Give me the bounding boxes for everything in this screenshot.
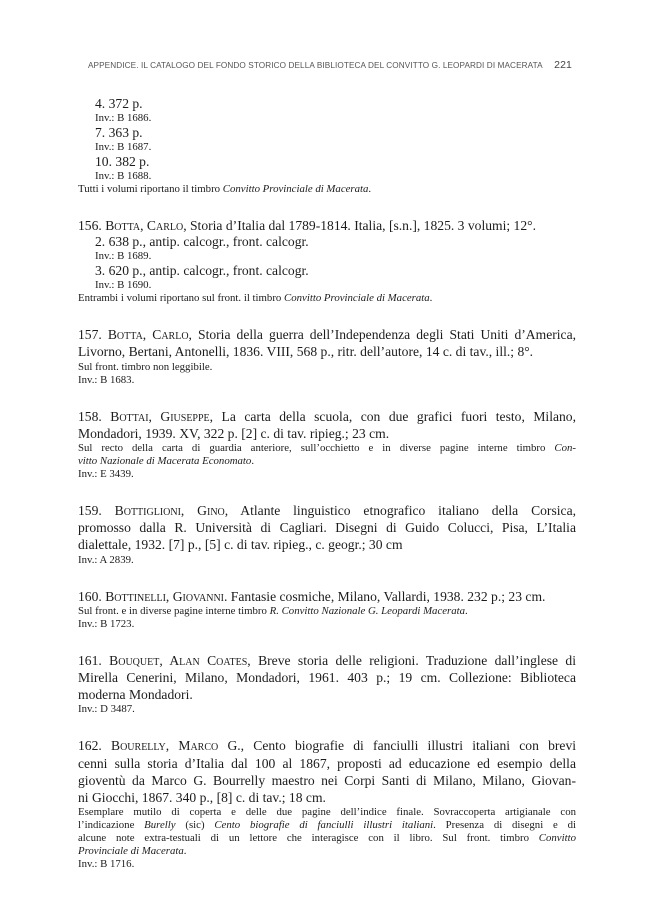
author-name: Botta, Carlo bbox=[105, 218, 184, 233]
entry-heading: 156. Botta, Carlo, Storia d’Italia dal 1789-1814. Italia, [s.n.], 1825. 3 volumi; 12°. bbox=[78, 218, 536, 233]
entry-heading: 157. Botta, Carlo, Storia della guerra dell’Independenza degli Stati Uniti d’America, bbox=[78, 327, 577, 343]
author-name: Bottiglioni, Gino bbox=[114, 503, 225, 519]
inventory-number: Inv.: B 1690. bbox=[95, 279, 152, 292]
entry-text: promosso dalla R. Università di Cagliari. Disegni di Guido Colucci, Pisa, L’Italia bbox=[78, 520, 576, 536]
stamp-note: Sul front. timbro non leggibile. bbox=[78, 360, 213, 373]
entry-158 bbox=[78, 408, 576, 481]
entry-heading: 158. Bottai, Giuseppe, La carta della scuola, con due grafici fuori testo, Milano, bbox=[78, 408, 576, 424]
page-number: 221 bbox=[554, 59, 572, 71]
entry-162 bbox=[78, 737, 576, 871]
entry-text: Mondadori, 1939. XV, 322 p. [2] c. di tav. ripieg.; 23 cm. bbox=[78, 425, 390, 441]
stamp-note: Sul recto della carta di guardia anteriore, sull’occhietto e in diverse pagine interne timbro Con- bbox=[78, 442, 576, 455]
inventory-number: Inv.: B 1688. bbox=[95, 170, 152, 182]
entry-heading: 161. Bouquet, Alan Coates, Breve storia delle religioni. Traduzione dall’inglese di bbox=[78, 652, 577, 668]
entry-text: moderna Mondadori. bbox=[78, 687, 193, 703]
entry-text: gioventù da Marco G. Bourrelly maestro nei Corpi Santi di Milano, Milano, Giovan- bbox=[78, 772, 576, 788]
author-name: Botta, Carlo bbox=[107, 327, 189, 343]
stamp-note: Esemplare mutilo di coperta e delle due pagine dell’indice finale. Sovraccoperta artigianale con bbox=[78, 806, 576, 819]
entry-160 bbox=[78, 588, 576, 631]
catalog-body bbox=[78, 96, 576, 871]
stamp-note: alcune note extra-testuali di un lettore che interagisce con il libro. Sul front. timbro Convitto bbox=[78, 832, 576, 845]
volume-line: 3. 620 p., antip. calcogr., front. calcogr. bbox=[95, 263, 309, 279]
stamp-note: Provinciale di Macerata. bbox=[78, 845, 187, 858]
author-name: Bouquet, Alan Coates bbox=[109, 652, 248, 668]
stamp-note: Entrambi i volumi riportano sul front. il timbro Convitto Provinciale di Macerata. bbox=[78, 292, 433, 305]
inventory-number: Inv.: E 3439. bbox=[78, 468, 134, 481]
inventory-number: Inv.: B 1683. bbox=[78, 373, 135, 386]
inventory-number: Inv.: D 3487. bbox=[78, 703, 135, 716]
volume-line: 4. 372 p. bbox=[95, 96, 143, 111]
entry-161 bbox=[78, 652, 576, 717]
running-title: APPENDICE. IL CATALOGO DEL FONDO STORICO DELLA BIBLIOTECA DEL CONVITTO G. LEOPARDI DI MACERATA bbox=[88, 61, 543, 70]
entry-text: Livorno, Bertani, Antonelli, 1836. VIII, 568 p., ritr. dell’autore, 14 c. di tav., ill.; 8°. bbox=[78, 344, 534, 360]
entry-continuation bbox=[78, 96, 576, 196]
inventory-number: Inv.: B 1689. bbox=[95, 250, 152, 263]
entry-text: cenni sulla storia d’Italia dal 100 al 1867, proposti ad educazione ed esempio della bbox=[78, 755, 576, 771]
inventory-number: Inv.: B 1716. bbox=[78, 858, 135, 871]
stamp-note: vitto Nazionale di Macerata Economato. bbox=[78, 455, 255, 468]
entry-text: Mirella Cenerini, Milano, Mondadori, 1961. 403 p.; 19 cm. Collezione: Biblioteca bbox=[78, 670, 576, 686]
entry-text: dialettale, 1932. [7] p., [5] c. di tav. ripieg., c. geogr.; 30 cm bbox=[78, 537, 403, 553]
author-name: Bottai, Giuseppe bbox=[110, 408, 210, 424]
entry-156 bbox=[78, 217, 576, 305]
entry-heading: 160. Bottinelli, Giovanni. Fantasie cosmiche, Milano, Vallardi, 1938. 232 p.; 23 cm. bbox=[78, 588, 546, 604]
stamp-note: l’indicazione Burelly (sic) Cento biografie di fanciulli illustri italiani. Presenza di disegni e di bbox=[78, 819, 576, 832]
inventory-number: Inv.: B 1723. bbox=[78, 617, 135, 630]
volume-line: 10. 382 p. bbox=[95, 154, 150, 169]
author-name: Bourelly, Marco G. bbox=[111, 738, 241, 754]
volume-line: 2. 638 p., antip. calcogr., front. calcogr. bbox=[95, 234, 309, 250]
stamp-note: Tutti i volumi riportano il timbro Convitto Provinciale di Macerata. bbox=[78, 183, 372, 195]
entry-heading: 159. Bottiglioni, Gino, Atlante linguistico etnografico italiano della Corsica, bbox=[78, 503, 576, 519]
inventory-number: Inv.: B 1687. bbox=[95, 141, 152, 153]
running-header bbox=[88, 59, 572, 75]
entry-157 bbox=[78, 326, 576, 386]
author-name: Bottinelli, Giovanni bbox=[105, 588, 224, 604]
volume-line: 7. 363 p. bbox=[95, 125, 143, 140]
entry-159 bbox=[78, 502, 576, 567]
entry-text: ni Giocchi, 1867. 340 p., [8] c. di tav.; 18 cm. bbox=[78, 790, 326, 806]
inventory-number: Inv.: B 1686. bbox=[95, 112, 152, 124]
entry-heading: 162. Bourelly, Marco G., Cento biografie di fanciulli illustri italiani con brevi bbox=[78, 738, 577, 754]
stamp-note: Sul front. e in diverse pagine interne timbro R. Convitto Nazionale G. Leopardi Macerata. bbox=[78, 604, 468, 617]
inventory-number: Inv.: A 2839. bbox=[78, 553, 134, 566]
